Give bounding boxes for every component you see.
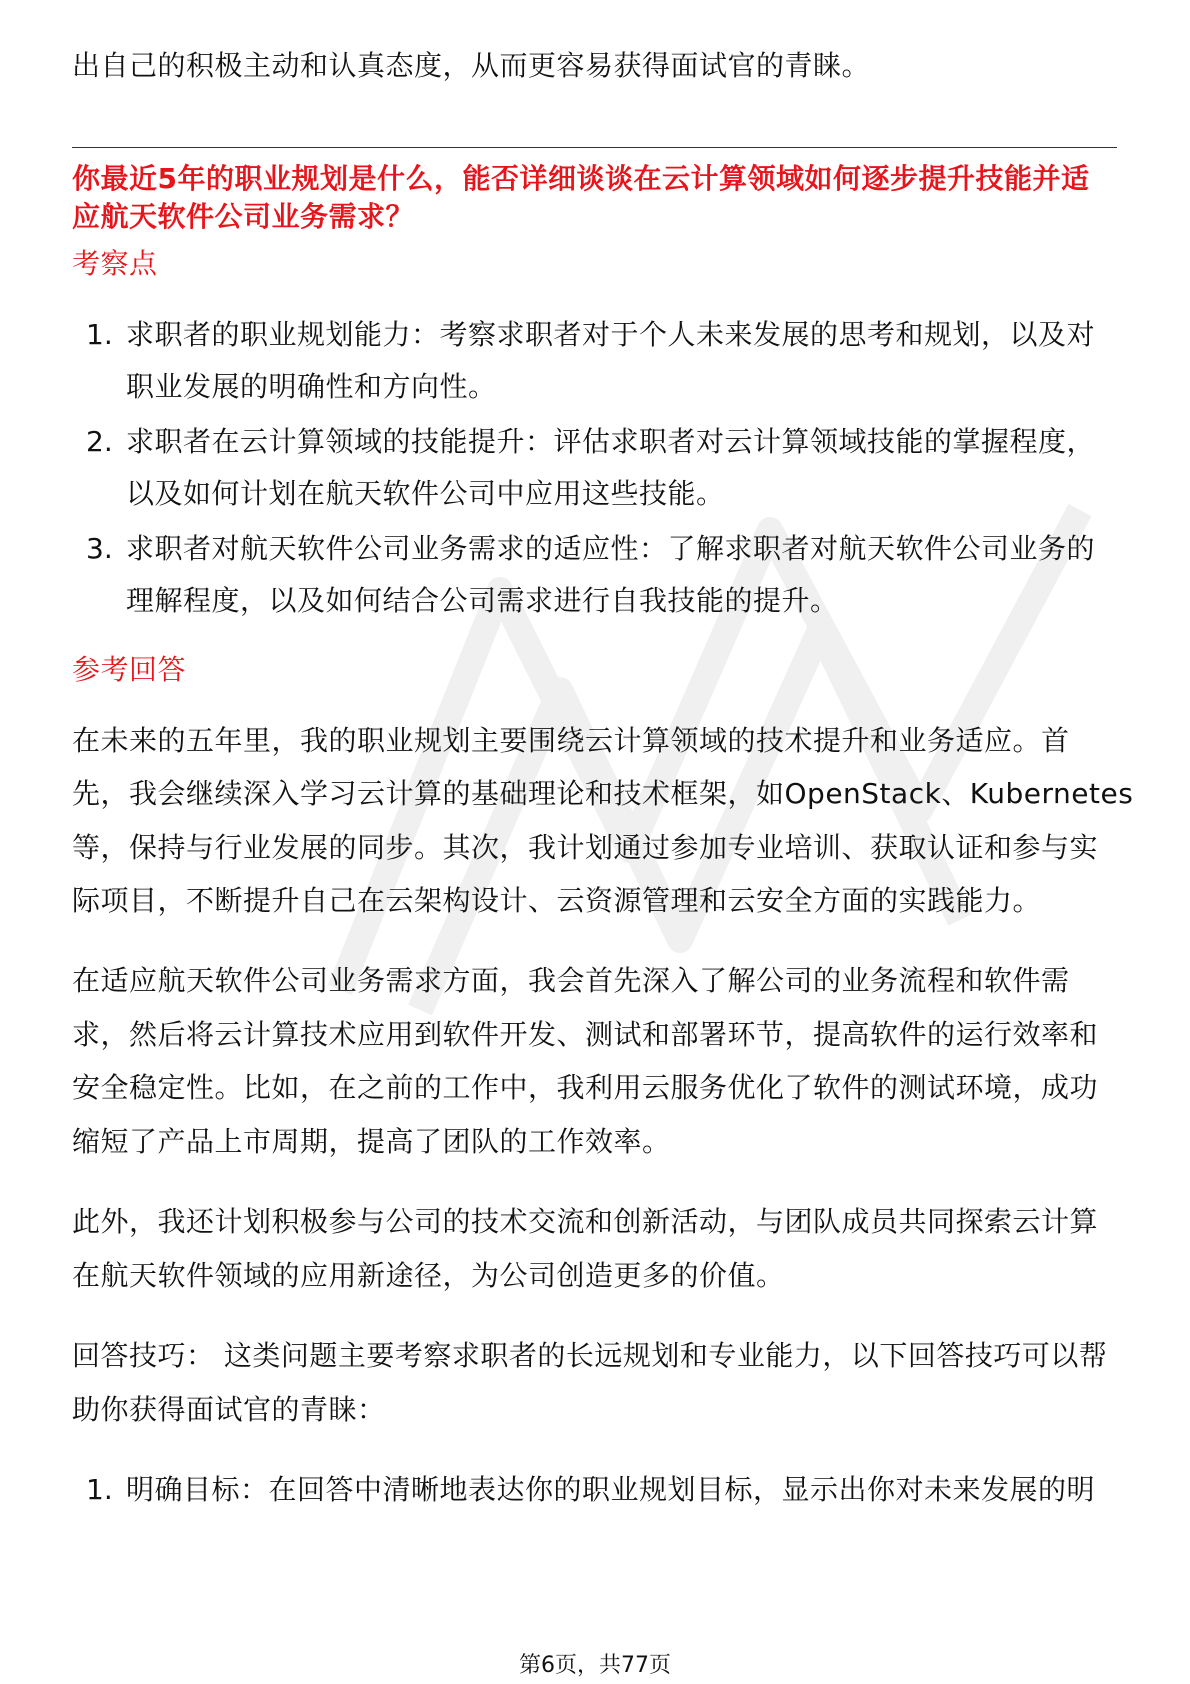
heading-reference-answer: 参考回答 (72, 653, 187, 686)
heading-assessment-points: 考察点 (72, 247, 158, 280)
answer-paragraph-2-line-3: 安全稳定性。比如，在之前的工作中，我利用云服务优化了软件的测试环境，成功 (72, 1071, 1099, 1104)
answer-paragraph-1-line-1: 在未来的五年里，我的职业规划主要围绕云计算领域的技术提升和业务适应。首 (72, 724, 1070, 757)
list-number-1: 1. (86, 318, 113, 351)
continued-paragraph: 出自己的积极主动和认真态度，从而更容易获得面试官的青睐。 (72, 49, 871, 82)
list-number-3: 3. (86, 532, 113, 565)
assessment-point-3-line-2: 理解程度，以及如何结合公司需求进行自我技能的提升。 (126, 584, 839, 617)
answer-tips-line-2: 助你获得面试官的青睐： (72, 1393, 386, 1426)
answer-paragraph-3-line-1: 此外，我还计划积极参与公司的技术交流和创新活动，与团队成员共同探索云计算 (72, 1205, 1099, 1238)
section-divider (72, 147, 1117, 148)
assessment-point-3-line-1: 求职者对航天软件公司业务需求的适应性：了解求职者对航天软件公司业务的 (126, 532, 1096, 565)
answer-paragraph-1-line-4: 际项目，不断提升自己在云架构设计、云资源管理和云安全方面的实践能力。 (72, 884, 1042, 917)
assessment-point-1-line-2: 职业发展的明确性和方向性。 (126, 370, 497, 403)
answer-tips-line-1: 回答技巧： 这类问题主要考察求职者的长远规划和专业能力，以下回答技巧可以帮 (72, 1339, 1108, 1372)
list-number-2: 2. (86, 425, 113, 458)
answer-paragraph-1-line-3: 等，保持与行业发展的同步。其次，我计划通过参加专业培训、获取认证和参与实 (72, 831, 1099, 864)
list-number-4: 1. (86, 1473, 113, 1506)
answer-paragraph-2-line-2: 求，然后将云计算技术应用到软件开发、测试和部署环节，提高软件的运行效率和 (72, 1018, 1099, 1051)
answer-paragraph-2-line-1: 在适应航天软件公司业务需求方面，我会首先深入了解公司的业务流程和软件需 (72, 964, 1070, 997)
assessment-point-2-line-2: 以及如何计划在航天软件公司中应用这些技能。 (126, 477, 725, 510)
question-title-line-2: 应航天软件公司业务需求？ (72, 200, 415, 233)
answer-paragraph-2-line-4: 缩短了产品上市周期，提高了团队的工作效率。 (72, 1125, 671, 1158)
question-title-line-1: 你最近5年的职业规划是什么，能否详细谈谈在云计算领域如何逐步提升技能并适 (72, 162, 1090, 195)
assessment-point-1-line-1: 求职者的职业规划能力：考察求职者对于个人未来发展的思考和规划，以及对 (126, 318, 1096, 351)
answer-paragraph-3-line-2: 在航天软件领域的应用新途径，为公司创造更多的价值。 (72, 1259, 785, 1292)
page-footer: 第6页，共77页 (519, 1653, 671, 1678)
tip-1-line-1: 明确目标：在回答中清晰地表达你的职业规划目标，显示出你对未来发展的明 (126, 1473, 1096, 1506)
assessment-point-2-line-1: 求职者在云计算领域的技能提升：评估求职者对云计算领域技能的掌握程度， (126, 425, 1096, 458)
answer-paragraph-1-line-2: 先，我会继续深入学习云计算的基础理论和技术框架，如OpenStack、Kubernetes (72, 777, 1134, 810)
